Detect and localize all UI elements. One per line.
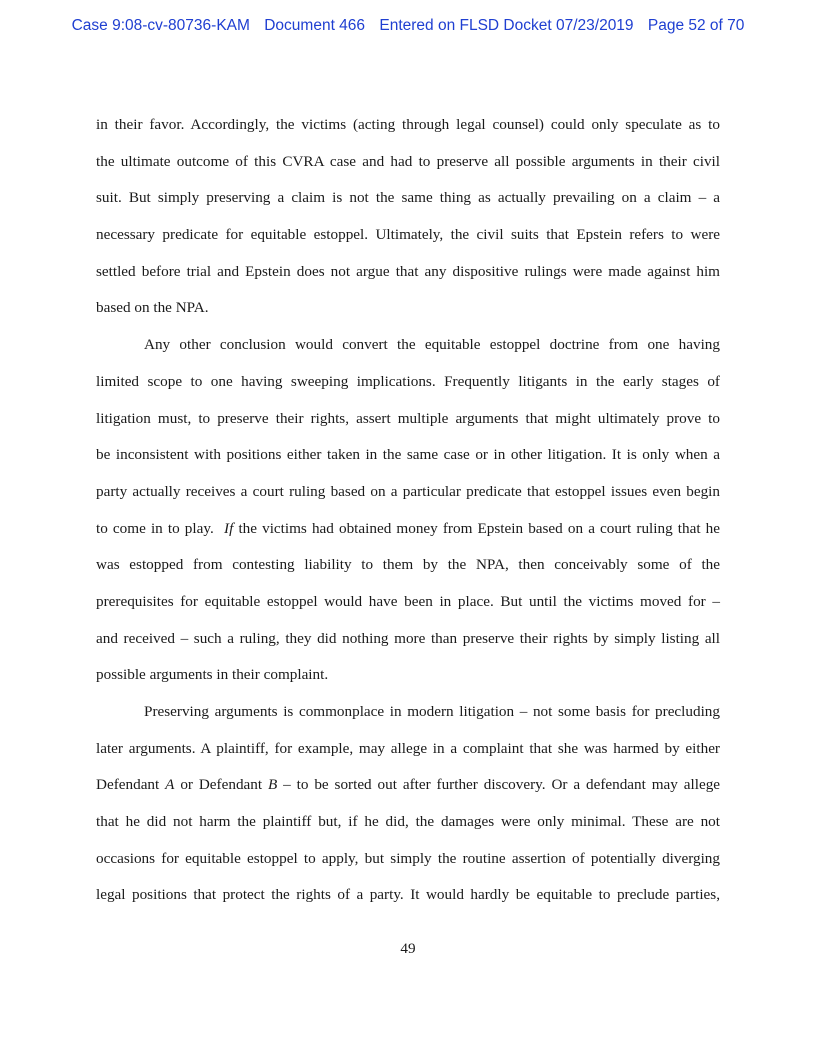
text-line: later arguments. A plaintiff, for example, may allege in a complaint that she was harmed by either — [96, 739, 720, 757]
text-line-mixed — [96, 511, 720, 548]
text-line: party actually receives a court ruling based on a particular predicate that estoppel issues even begin — [96, 482, 720, 500]
docket-entry: Entered on FLSD Docket 07/23/2019 — [379, 17, 634, 34]
text-line: in their favor. Accordingly, the victims (acting through legal counsel) could only speculate as to — [96, 116, 720, 133]
docket-header — [0, 17, 816, 35]
text-segment: – to be sorted out after further discovery. Or a defendant may allege — [283, 776, 721, 794]
italic-letter: B — [267, 776, 278, 794]
text-segment: the victims had obtained money from Epstein based on a court ruling that he — [238, 519, 721, 537]
page-number: 49 — [400, 940, 416, 957]
text-line: settled before trial and Epstein does not argue that any dispositive rulings were made against him — [96, 262, 720, 280]
text-line: necessary predicate for equitable estoppel. Ultimately, the civil suits that Epstein refers to were — [96, 226, 720, 244]
text-line: Any other conclusion would convert the equitable estoppel doctrine from one having — [144, 336, 720, 354]
paragraph-2 — [96, 327, 720, 694]
text-line: that he did not harm the plaintiff but, if he did, the damages were only minimal. These are not — [96, 813, 720, 831]
text-line: Preserving arguments is commonplace in modern litigation – not some basis for precluding — [144, 703, 720, 720]
text-line-mixed — [96, 767, 720, 804]
text-segment: Defendant — [96, 776, 160, 794]
text-line: suit. But simply preserving a claim is not the same thing as actually prevailing on a claim – a — [96, 189, 720, 207]
text-segment: to come in to play. — [96, 519, 214, 537]
text-line: the ultimate outcome of this CVRA case and had to preserve all possible arguments in their civil — [96, 152, 720, 170]
page-of-total: Page 52 of 70 — [647, 17, 745, 34]
text-line: was estopped from contesting liability to them by the NPA, then conceivably some of the — [96, 556, 720, 574]
document-number: Document 466 — [264, 17, 366, 34]
text-line: prerequisites for equitable estoppel would have been in place. But until the victims moved for – — [96, 592, 720, 610]
text-line: based on the NPA. — [96, 299, 209, 317]
case-number: Case 9:08-cv-80736-KAM — [71, 17, 250, 34]
text-line: possible arguments in their complaint. — [96, 666, 329, 684]
text-line: legal positions that protect the rights of a party. It would hardly be equitable to preclude parties, — [96, 886, 720, 904]
document-body — [96, 107, 720, 914]
italic-word: If — [224, 519, 234, 537]
text-segment: or Defendant — [180, 776, 263, 794]
paragraph-1 — [96, 107, 720, 327]
text-line: be inconsistent with positions either taken in the same case or in other litigation. It is only when a — [96, 446, 720, 464]
text-line: occasions for equitable estoppel to apply, but simply the routine assertion of potentially diverging — [96, 849, 720, 867]
text-line: and received – such a ruling, they did nothing more than preserve their rights by simply listing all — [96, 629, 720, 647]
text-line: limited scope to one having sweeping implications. Frequently litigants in the early stages of — [96, 372, 720, 390]
italic-letter: A — [165, 776, 175, 794]
paragraph-3 — [96, 694, 720, 914]
text-line: litigation must, to preserve their rights, assert multiple arguments that might ultimately prove to — [96, 409, 720, 427]
